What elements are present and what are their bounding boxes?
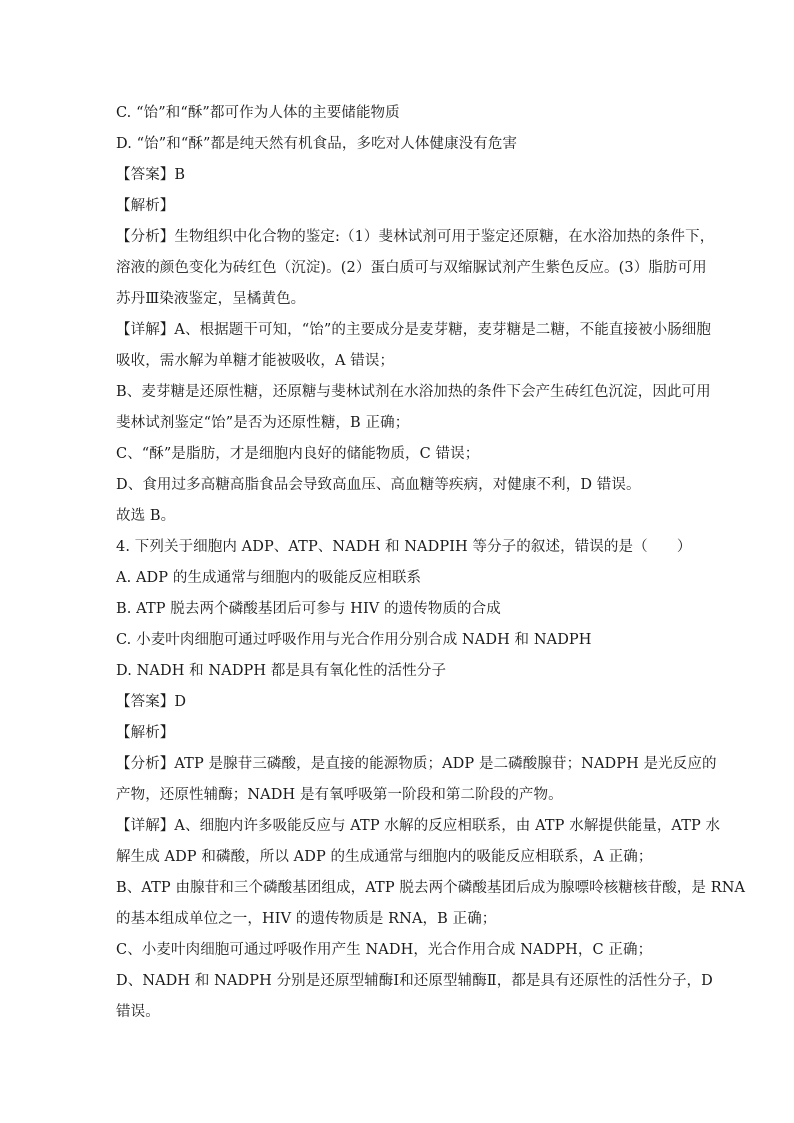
question-4-explanation-heading: 【解析】 xyxy=(116,725,175,741)
question-4-detail-line-5: C、小麦叶肉细胞可通过呼吸作用产生 NADH，光合作用合成 NADPH，C 正确； xyxy=(116,942,653,958)
question-4-detail-line-6: D、NADH 和 NADPH 分别是还原型辅酶Ⅰ和还原型辅酶Ⅱ，都是具有还原性的活性分子，D xyxy=(116,973,713,989)
question-4-detail-line-3: B、ATP 由腺苷和三个磷酸基团组成，ATP 脱去两个磷酸基团后成为腺嘌呤核糖核苷酸，是 RNA xyxy=(116,880,746,896)
question-4-option-b: B. ATP 脱去两个磷酸基团后可参与 HIV 的遗传物质的合成 xyxy=(116,601,501,617)
answer-line: 【答案】B xyxy=(116,167,186,183)
analysis-line-2: 溶液的颜色变化为砖红色（沉淀)。(2）蛋白质可与双缩脲试剂产生紫色反应。(3）脂肪可用 xyxy=(116,260,707,276)
explanation-heading: 【解析】 xyxy=(116,198,175,214)
question-4-option-a: A. ADP 的生成通常与细胞内的吸能反应相联系 xyxy=(116,570,422,586)
detail-line-3: B、麦芽糖是还原性糖，还原糖与斐林试剂在水浴加热的条件下会产生砖红色沉淀，因此可用 xyxy=(116,384,711,400)
question-4-detail-line-4: 的基本组成单位之一，HIV 的遗传物质是 RNA，B 正确； xyxy=(116,911,497,927)
analysis-line-3: 苏丹Ⅲ染液鉴定，呈橘黄色。 xyxy=(116,291,306,307)
question-4-answer: 【答案】D xyxy=(116,694,187,710)
question-4-analysis-line-1: 【分析】ATP 是腺苷三磷酸，是直接的能源物质；ADP 是二磷酸腺苷；NADPH 是光反应的 xyxy=(116,756,717,772)
question-4-analysis-line-2: 产物，还原性辅酶；NADH 是有氧呼吸第一阶段和第二阶段的产物。 xyxy=(116,787,563,803)
question-4-detail-line-1: 【详解】A、细胞内许多吸能反应与 ATP 水解的反应相联系，由 ATP 水解提供能量，ATP 水 xyxy=(116,818,721,834)
detail-line-4: 斐林试剂鉴定“饴”是否为还原性糖，B 正确； xyxy=(116,415,410,431)
detail-line-1: 【详解】A、根据题干可知，“饴”的主要成分是麦芽糖，麦芽糖是二糖，不能直接被小肠细胞 xyxy=(116,322,711,338)
question-4-detail-line-7: 错误。 xyxy=(116,1004,160,1020)
conclusion-line: 故选 B。 xyxy=(116,508,176,524)
option-d-line: D. “饴”和“酥”都是纯天然有机食品，多吃对人体健康没有危害 xyxy=(116,136,518,152)
question-4-detail-line-2: 解生成 ADP 和磷酸，所以 ADP 的生成通常与细胞内的吸能反应相联系，A 正确； xyxy=(116,849,653,865)
option-c-line: C. “饴”和“酥”都可作为人体的主要储能物质 xyxy=(116,105,400,121)
question-4-option-c: C. 小麦叶肉细胞可通过呼吸作用与光合作用分别合成 NADH 和 NADPH xyxy=(116,632,592,648)
analysis-line-1: 【分析】生物组织中化合物的鉴定:（1）斐林试剂可用于鉴定还原糖，在水浴加热的条件下， xyxy=(116,229,715,245)
detail-line-2: 吸收，需水解为单糖才能被吸收，A 错误； xyxy=(116,353,395,369)
detail-line-5: C、“酥”是脂肪，才是细胞内良好的储能物质，C 错误； xyxy=(116,446,480,462)
detail-line-6: D、食用过多高糖高脂食品会导致高血压、高血糖等疾病，对健康不利，D 错误。 xyxy=(116,477,641,493)
question-4-option-d: D. NADH 和 NADPH 都是具有氧化性的活性分子 xyxy=(116,663,447,679)
question-4-stem: 4. 下列关于细胞内 ADP、ATP、NADH 和 NADPIH 等分子的叙述，错误的是（ ） xyxy=(116,539,692,555)
